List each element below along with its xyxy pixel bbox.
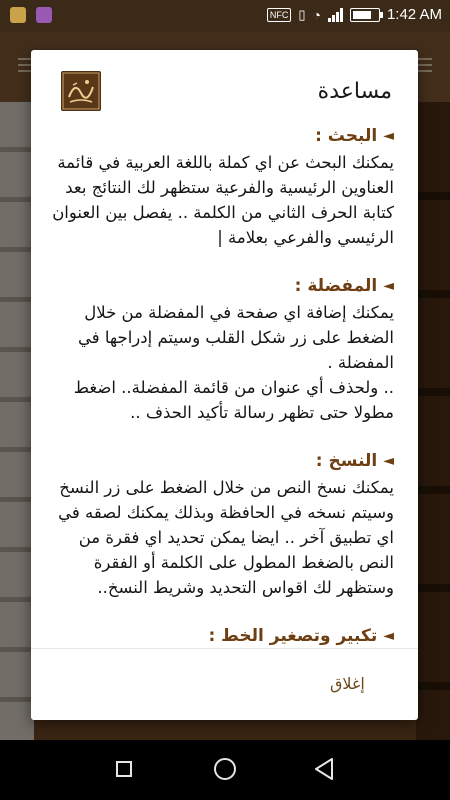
section-text: يمكنك البحث عن اي كملة باللغة العربية في قائمة العناوين الرئيسية والفرعية ستظهر لك النتائج بعد كتابة الحرف الثاني من الكلمة .. يفصل بين العنوان الرئيسي والفرعي بعلامة |	[52, 153, 394, 247]
section-title-text: البحث :	[315, 126, 378, 146]
close-button[interactable]: إغلاق	[330, 674, 365, 693]
back-icon[interactable]	[312, 756, 336, 786]
signal-icon	[328, 8, 343, 22]
system-icons	[267, 6, 442, 23]
section-title	[43, 447, 394, 475]
navigation-bar	[0, 740, 450, 800]
clock: 1:42 AM	[386, 6, 442, 23]
section-title	[43, 622, 394, 648]
dialog-body[interactable]	[31, 120, 418, 648]
notification-app-icon-2	[36, 7, 52, 23]
section-title	[43, 272, 394, 300]
section-text: يمكنك نسخ النص من خلال الضغط على زر النسخ وسيتم نسخه في الحافظة وبذلك يمكنك لصقه في اي تطبيق آخر .. ايضا يمكن تحديد اي فقرة من النص بالضغط المطول على الكلمة أو الفقرة وستظهر لك اقواس التحديد وشريط النسخ..	[58, 478, 394, 597]
dialog-title: مساعدة	[317, 79, 392, 104]
section-title	[43, 122, 394, 150]
status-bar	[0, 0, 450, 32]
wifi-icon: ◔	[312, 6, 321, 23]
recent-apps-icon[interactable]	[116, 761, 132, 777]
dialog-divider	[31, 648, 418, 649]
arrow-left-icon: ◄	[383, 453, 394, 469]
battery-icon	[350, 8, 380, 22]
section-copy	[43, 447, 394, 600]
dialog-header	[31, 50, 418, 120]
section-title-text: المفضلة :	[294, 276, 378, 296]
help-content	[31, 122, 418, 648]
help-dialog	[31, 50, 418, 720]
section-title-text: النسخ :	[315, 451, 378, 471]
notification-app-icon	[10, 7, 26, 23]
section-text: يمكنك إضافة اي صفحة في المفضلة من خلال الضغط على زر شكل القلب وسيتم إدراجها في المفضلة . .. ولحذف أي عنوان من قائمة المفضلة.. اضغط مطولا حتى تظهر رسالة تأكيد الحذف ..	[73, 303, 394, 422]
arrow-left-icon: ◄	[383, 278, 394, 294]
section-font-size	[43, 622, 394, 648]
section-search	[43, 122, 394, 250]
section-title-text: تكبير وتصغير الخط :	[208, 626, 378, 646]
section-favorites	[43, 272, 394, 425]
arrow-left-icon: ◄	[383, 628, 394, 644]
app-logo-icon	[61, 71, 101, 111]
vibrate-icon: ▯	[298, 6, 306, 22]
arrow-left-icon: ◄	[383, 128, 394, 144]
nfc-icon: NFC	[267, 8, 292, 22]
home-icon[interactable]	[214, 758, 236, 780]
notification-icons	[10, 7, 52, 23]
